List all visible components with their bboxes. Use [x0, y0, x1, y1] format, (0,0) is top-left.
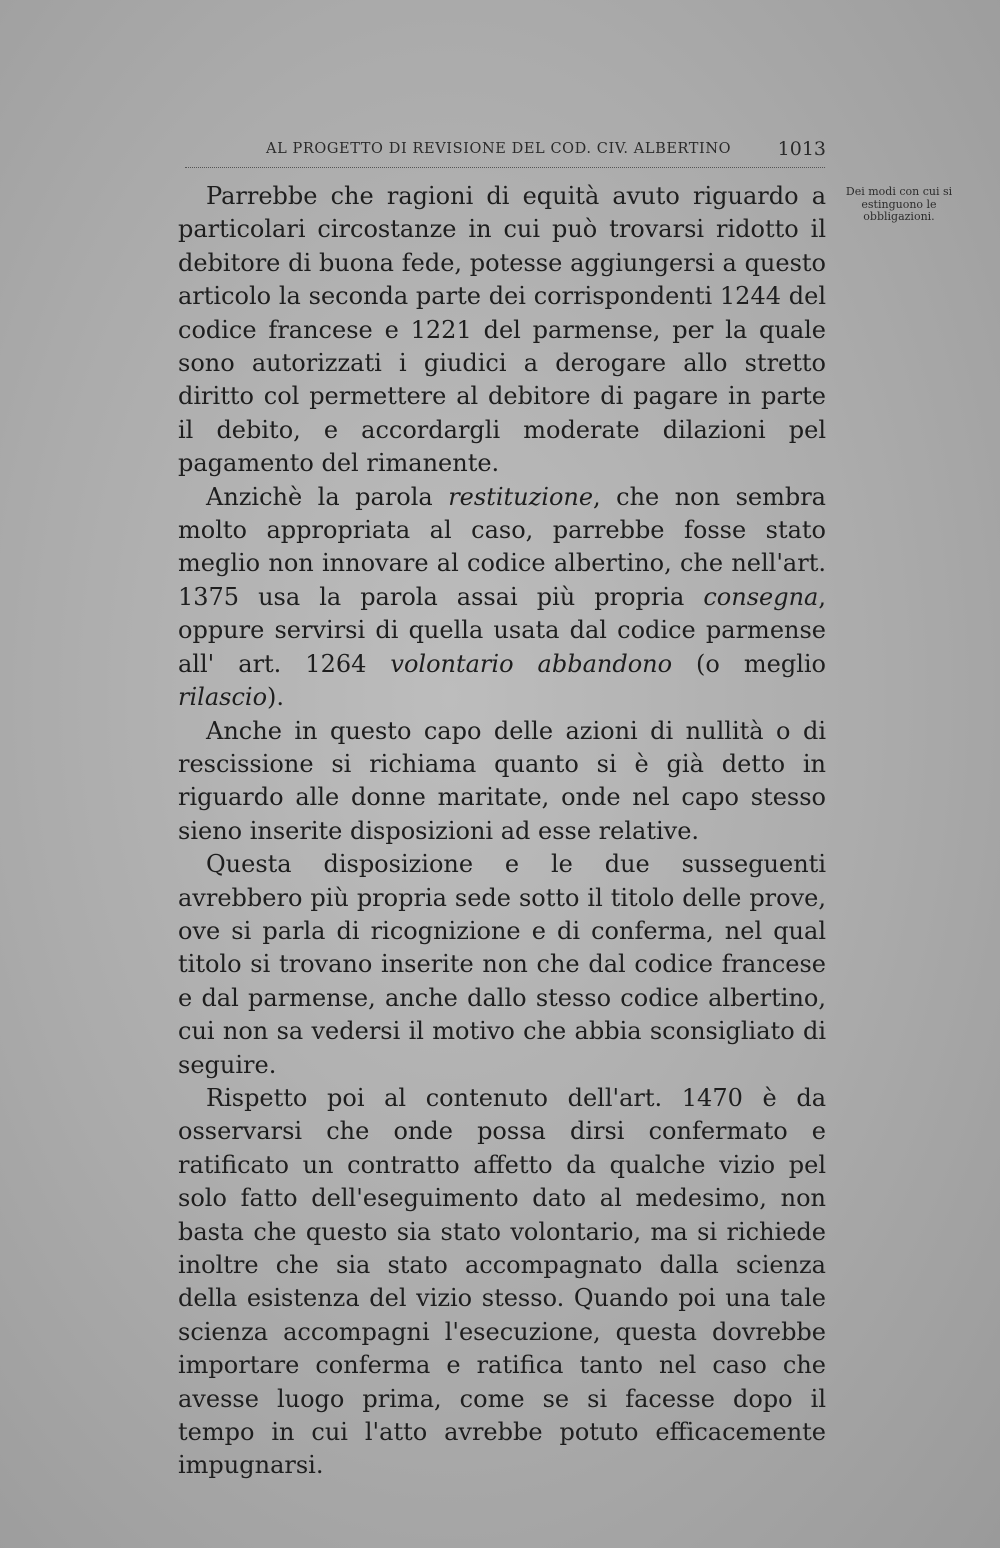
- body-paragraph: [178, 715, 826, 849]
- italic-term: restituzione: [448, 482, 594, 511]
- paragraph-text: ).: [267, 683, 285, 712]
- italic-term: rilascio: [178, 683, 268, 712]
- body-paragraph: [178, 848, 826, 1082]
- running-head-title: AL PROGETTO DI REVISIONE DEL COD. CIV. ALBERTINO: [266, 141, 732, 157]
- paragraph-text: , che non sembra molto appropriata al caso, parrebbe fosse stato meglio non innovare al codice albertino, che nell'art. 1375 usa la parola assai più propria: [178, 482, 826, 611]
- body-paragraph: [178, 481, 826, 715]
- italic-term: volontario abbandono: [390, 649, 673, 678]
- page-number: 1013: [777, 138, 826, 160]
- paragraph-text: , oppure servirsi di quella usata dal codice parmense all' art. 1264: [178, 582, 826, 678]
- paragraph-text: (o meglio: [672, 649, 826, 678]
- paragraph-text: Rispetto poi al contenuto dell'art. 1470 è da osservarsi che onde possa dirsi confermato e ratificato un contratto affetto da qualche vizio pel solo fatto dell'eseguimento dato al medesimo, non basta che questo sia stato volontario, ma si richiede inoltre che sia stato accompagnato dalla scienza della esistenza del vizio stesso. Quando poi una tale scienza accompagni l'esecuzione, questa dovrebbe importare conferma e ratifica tanto nel caso che avesse luogo prima, come se si facesse dopo il tempo in cui l'atto avrebbe potuto efficacemente impugnarsi.: [178, 1083, 826, 1480]
- margin-note: Dei modi con cui si estinguono le obbligazioni.: [845, 185, 953, 223]
- body-paragraph: [178, 180, 826, 481]
- paragraph-text: Anche in questo capo delle azioni di nullità o di rescissione si richiama quanto si è già detto in riguardo alle donne maritate, onde nel capo stesso sieno inserite disposizioni ad esse relative.: [178, 716, 826, 845]
- body-paragraph: [178, 1082, 826, 1483]
- header-rule: [185, 167, 825, 168]
- body-text: [178, 180, 826, 1483]
- paragraph-text: Questa disposizione e le due susseguenti avrebbero più propria sede sotto il titolo delle prove, ove si parla di ricognizione e di conferma, nel qual titolo si trovano inserite non che dal codice francese e dal parmense, anche dallo stesso codice albertino, cui non sa vedersi il motivo che abbia sconsigliato di seguire.: [178, 850, 826, 1079]
- paragraph-text: Parrebbe che ragioni di equità avuto riguardo a particolari circostanze in cui può trovarsi ridotto il debitore di buona fede, potesse aggiungersi a questo articolo la seconda parte dei corrispondenti 1244 del codice francese e 1221 del parmense, per la quale sono autorizzati i giudici a derogare allo stretto diritto col permettere al debitore di pagare in parte il debito, e accordargli moderate dilazioni pel pagamento del rimanente.: [178, 182, 826, 478]
- paragraph-text: Anzichè la parola: [206, 482, 449, 511]
- italic-term: consegna: [703, 582, 819, 611]
- running-head: [266, 138, 826, 163]
